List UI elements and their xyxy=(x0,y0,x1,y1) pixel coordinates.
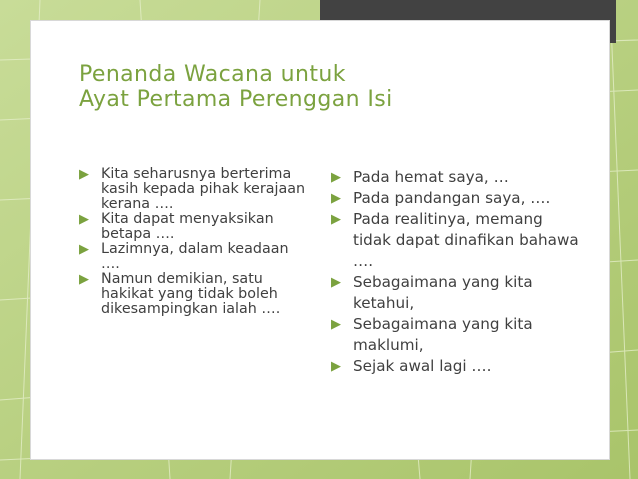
square-arrow-bullet-icon: ▶ xyxy=(331,191,341,206)
list-item-text: Pada realitinya, memang tidak dapat dinafikan bahawa …. xyxy=(353,210,579,270)
square-arrow-bullet-icon: ▶ xyxy=(79,167,89,182)
title-line-1: Penanda Wacana untuk xyxy=(79,62,346,87)
list-item xyxy=(331,272,581,314)
list-item-text: Sejak awal lagi …. xyxy=(353,357,492,375)
list-item xyxy=(79,242,309,272)
right-bullet-list xyxy=(331,167,581,377)
list-item-text: Kita dapat menyaksikan betapa …. xyxy=(101,211,274,242)
title-line-2: Ayat Pertama Perenggan Isi xyxy=(79,87,393,112)
list-item xyxy=(79,272,309,317)
square-arrow-bullet-icon: ▶ xyxy=(331,212,341,227)
square-arrow-bullet-icon: ▶ xyxy=(79,212,89,227)
list-item-text: Pada pandangan saya, …. xyxy=(353,189,551,207)
list-item xyxy=(331,356,581,377)
slide-title xyxy=(79,62,559,112)
square-arrow-bullet-icon: ▶ xyxy=(79,272,89,287)
square-arrow-bullet-icon: ▶ xyxy=(331,359,341,374)
list-item xyxy=(79,212,309,242)
list-item-text: Sebagaimana yang kita ketahui, xyxy=(353,273,533,312)
list-item-text: Sebagaimana yang kita maklumi, xyxy=(353,315,533,354)
list-item xyxy=(331,314,581,356)
left-bullet-list xyxy=(79,167,309,317)
list-item-text: Pada hemat saya, … xyxy=(353,168,509,186)
list-item xyxy=(331,209,581,272)
list-item-text: Kita seharusnya berterima kasih kepada pihak kerajaan kerana …. xyxy=(101,166,306,212)
list-item-text: Lazimnya, dalam keadaan …. xyxy=(101,241,289,272)
list-item xyxy=(331,167,581,188)
list-item-text: Namun demikian, satu hakikat yang tidak boleh dikesampingkan ialah …. xyxy=(101,271,281,317)
square-arrow-bullet-icon: ▶ xyxy=(331,275,341,290)
square-arrow-bullet-icon: ▶ xyxy=(331,317,341,332)
square-arrow-bullet-icon: ▶ xyxy=(331,170,341,185)
square-arrow-bullet-icon: ▶ xyxy=(79,242,89,257)
list-item xyxy=(79,167,309,212)
list-item xyxy=(331,188,581,209)
